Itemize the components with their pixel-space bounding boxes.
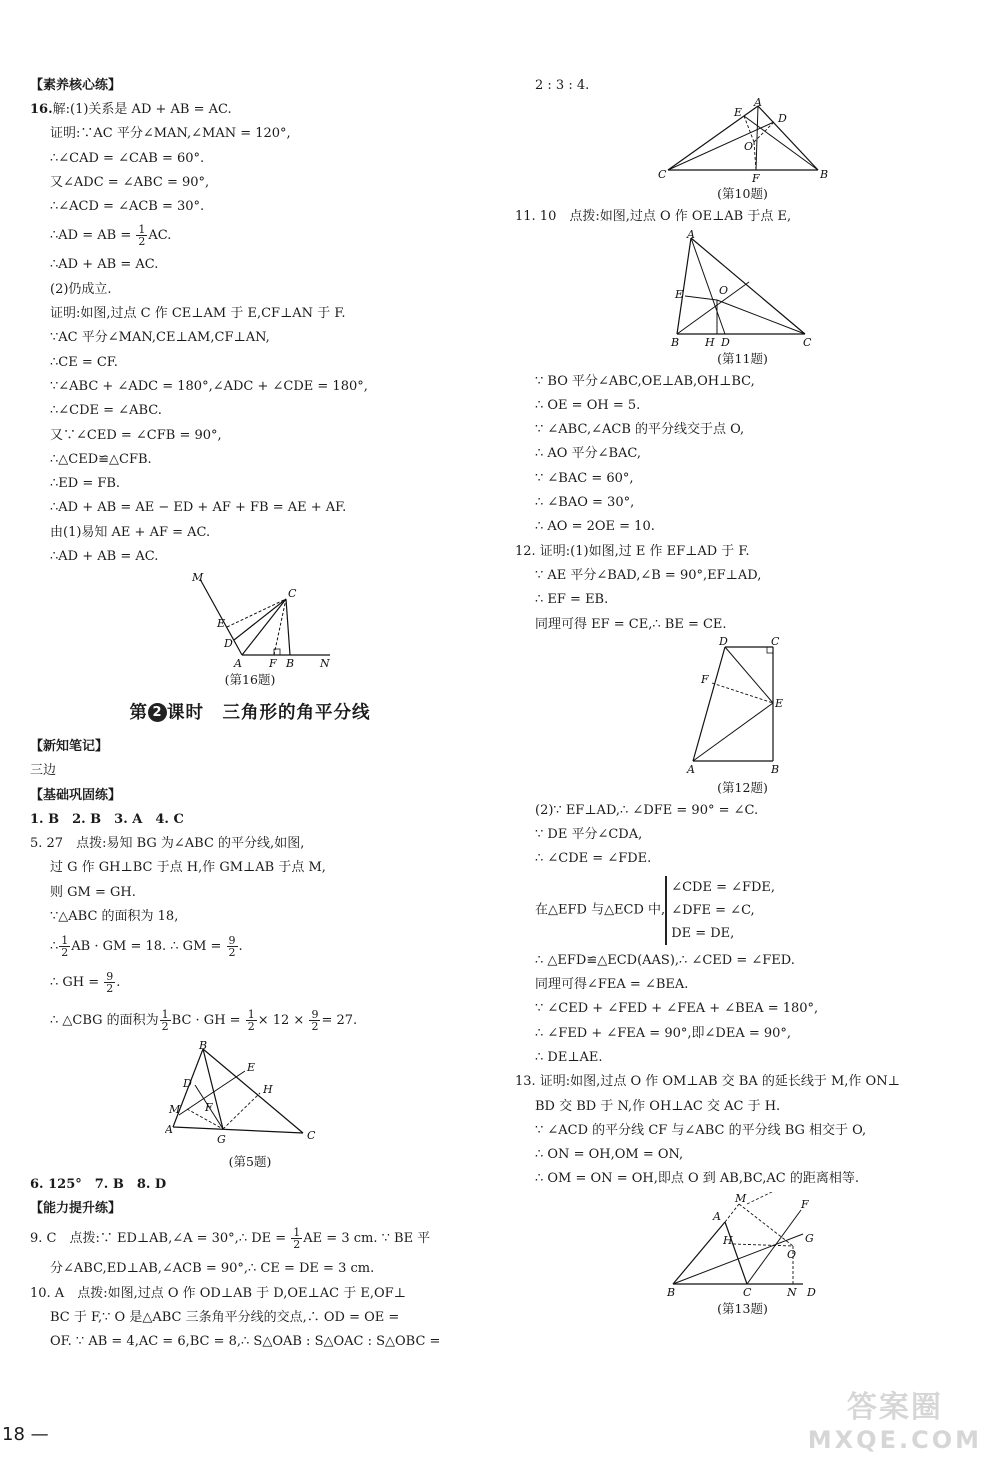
question-16: [30, 98, 470, 691]
q10-line: OF. ∵ AB = 4,AC = 6,BC = 8,∴ S△OAB : S△OAC : S△OBC =: [50, 1334, 441, 1350]
left-column: [30, 74, 470, 1355]
svg-text:B: B: [670, 335, 679, 348]
q16-line: ∴AD + AB = AE − ED + AF + FB = AE + AF.: [50, 500, 347, 516]
svg-text:D: D: [720, 335, 730, 348]
figure-5: [165, 1041, 335, 1151]
svg-text:C: C: [742, 1285, 751, 1298]
svg-text:D: D: [777, 112, 787, 126]
svg-text:D: D: [224, 637, 233, 651]
svg-text:H: H: [263, 1083, 273, 1097]
section-new-notes: 【新知笔记】: [30, 739, 109, 755]
figure-13: [653, 1192, 833, 1298]
svg-text:O: O: [718, 283, 728, 297]
svg-text:E: E: [774, 696, 783, 710]
q16-number: 16.: [30, 102, 53, 117]
svg-text:A: A: [686, 229, 695, 241]
q16-line: ∴ED = FB.: [50, 476, 121, 492]
svg-text:F: F: [205, 1101, 213, 1115]
figure-10: [648, 98, 838, 183]
q16-line: (2)仍成立.: [50, 281, 112, 297]
figure-16: [150, 569, 350, 669]
svg-text:M: M: [169, 1103, 181, 1117]
figure-12: [683, 637, 803, 777]
q16-line-fraction: ∴AD = AB = $\frac{1}{2}$ AC.: [50, 223, 172, 249]
q12-line: ∴ ∠CDE = ∠FDE.: [535, 851, 652, 867]
q16-line: 证明:如图,过点 C 作 CE⊥AM 于 E,CF⊥AN 于 F.: [50, 306, 346, 322]
q16-line: 证明:∵AC 平分∠MAN,∠MAN = 120°,: [50, 126, 291, 142]
q11-line: ∵ ∠BAC = 60°,: [535, 470, 634, 486]
q12-line: ∵ ∠CED + ∠FED + ∠FEA + ∠BEA = 180°,: [535, 1001, 819, 1017]
svg-text:B: B: [770, 762, 779, 776]
q11-line: ∵ BO 平分∠ABC,OE⊥AB,OH⊥BC,: [535, 373, 755, 389]
svg-text:M: M: [192, 571, 204, 585]
svg-text:B: B: [819, 168, 828, 182]
answers-1-4: 1. B 2. B 3. A 4. C: [30, 811, 184, 827]
q16-line: ∴AD + AB = AC.: [50, 257, 159, 273]
q13-head: 13. 证明:如图,过点 O 作 OM⊥AB 交 BA 的延长线于 M,作 ON⊥: [515, 1074, 900, 1090]
q12-line: ∵ AE 平分∠BAD,∠B = 90°,EF⊥AD,: [535, 567, 762, 583]
svg-text:O: O: [786, 1247, 796, 1261]
section-basic-practice: 【基础巩固练】: [30, 787, 122, 803]
q16-line: 又∠ADC = ∠ABC = 90°,: [50, 174, 210, 190]
figure-12-caption: (第12题): [717, 779, 768, 795]
q11-head: 11. 10 点拨:如图,过点 O 作 OE⊥AB 于点 E,: [515, 209, 792, 225]
svg-text:A: A: [712, 1209, 721, 1223]
svg-text:B: B: [199, 1041, 208, 1053]
q12-system: 在△EFD 与△ECD 中, ∠CDE = ∠FDE, ∠DFE = ∠C, DE = DE,: [515, 876, 970, 945]
svg-text:A: A: [165, 1123, 173, 1137]
svg-text:C: C: [288, 587, 297, 601]
q16-line: 又∵∠CED = ∠CFB = 90°,: [50, 427, 222, 443]
q12-line: 同理可得∠FEA = ∠BEA.: [535, 977, 689, 993]
svg-text:C: C: [770, 636, 779, 648]
q12-line: ∴ △EFD≌△ECD(AAS),∴ ∠CED = ∠FED.: [535, 952, 795, 968]
figure-16-caption: (第16题): [224, 672, 276, 688]
svg-text:G: G: [217, 1133, 226, 1147]
q5-line-fraction: ∴ $\frac{1}{2}$ AB · GM = 18. ∴ GM = $\frac{9}{2}$ .: [50, 934, 243, 960]
svg-text:F: F: [700, 672, 709, 686]
figure-10-caption: (第10题): [717, 186, 768, 202]
q5-line-fraction: ∴ GH = $\frac{9}{2}$ .: [50, 970, 121, 996]
q16-line: ∴∠ACD = ∠ACB = 30°.: [50, 199, 205, 215]
svg-text:A: A: [234, 657, 242, 670]
svg-text:A: A: [753, 98, 762, 110]
q10-end: 2 : 3 : 4.: [535, 78, 590, 93]
figure-5-caption: (第5题): [228, 1154, 272, 1170]
svg-text:N: N: [320, 657, 330, 670]
q12-line: ∴ ∠FED + ∠FEA = 90°,即∠DEA = 90°,: [535, 1025, 792, 1041]
q13-line: ∴ OM = ON = OH,即点 O 到 AB,BC,AC 的距离相等.: [535, 1171, 859, 1187]
q10-line: 10. A 点拨:如图,过点 O 作 OD⊥AB 于 D,OE⊥AC 于 E,OF⊥: [30, 1285, 406, 1301]
q16-line: ∴CE = CF.: [50, 354, 118, 370]
svg-text:G: G: [804, 1231, 814, 1245]
q12-line: ∴ EF = EB.: [535, 592, 609, 608]
q16-line: ∵∠ABC + ∠ADC = 180°,∠ADC + ∠CDE = 180°,: [50, 378, 368, 394]
lesson-number: 2: [148, 703, 167, 722]
question-5: [30, 832, 470, 1173]
q16-line: ∴∠CAD = ∠CAB = 60°.: [50, 150, 205, 166]
q13-line: BD 交 BD 于 N,作 OH⊥AC 交 AC 于 H.: [535, 1098, 781, 1114]
svg-text:D: D: [718, 636, 728, 648]
question-9: [30, 1221, 470, 1281]
section-core-practice: 【素养核心练】: [30, 78, 122, 93]
q11-line: ∴ OE = OH = 5.: [535, 397, 641, 413]
svg-text:E: E: [217, 617, 226, 631]
page-number: 18 —: [2, 1424, 49, 1445]
q11-line: ∴ ∠BAO = 30°,: [535, 495, 635, 511]
q13-line: ∴ ON = OH,OM = ON,: [535, 1147, 684, 1163]
q11-line: ∴ AO 平分∠BAC,: [535, 446, 642, 462]
q5-line: 5. 27 点拨:易知 BG 为∠ABC 的平分线,如图,: [30, 835, 305, 851]
q16-line: ∴∠CDE = ∠ABC.: [50, 403, 162, 419]
q12-line: 同理可得 EF = CE,∴ BE = CE.: [535, 616, 727, 632]
question-10: [30, 1282, 470, 1355]
svg-text:M: M: [734, 1191, 746, 1205]
svg-text:N: N: [786, 1285, 797, 1298]
figure-11-caption: (第11题): [717, 350, 768, 366]
q11-line: ∵ ∠ABC,∠ACB 的平分线交于点 O,: [535, 422, 745, 438]
q5-line-fraction: ∴ △CBG 的面积为 $\frac{1}{2}$ BC · GH = $\frac{1}{2}$ × 12 × $\frac{9}{2}$ = 27.: [50, 1008, 358, 1034]
q9-line-fraction: 9. C 点拨:∵ ED⊥AB,∠A = 30°,∴ DE = $\frac{1}{2}$ AE = 3 cm. ∵ BE 平: [30, 1226, 431, 1252]
svg-text:D: D: [183, 1077, 192, 1091]
svg-text:F: F: [800, 1197, 809, 1211]
svg-text:E: E: [247, 1061, 256, 1075]
svg-text:A: A: [686, 762, 695, 776]
svg-text:E: E: [674, 287, 683, 301]
q5-line: 过 G 作 GH⊥BC 于点 H,作 GM⊥AB 于点 M,: [50, 860, 326, 876]
q13-line: ∵ ∠ACD 的平分线 CF 与∠ABC 的平分线 BG 相交于 O,: [535, 1122, 867, 1138]
answers-6-8: 6. 125° 7. B 8. D: [30, 1177, 167, 1193]
q5-line: 则 GM = GH.: [50, 884, 136, 900]
q5-line: ∵△ABC 的面积为 18,: [50, 908, 179, 924]
section-ability-practice: 【能力提升练】: [30, 1201, 122, 1217]
svg-text:O: O: [743, 140, 753, 154]
new-notes-answer: 三边: [30, 763, 57, 779]
right-column: [515, 74, 970, 1320]
svg-text:D: D: [806, 1285, 816, 1298]
lesson-title: 第 2 课时 三角形的角平分线: [129, 703, 371, 724]
q11-line: ∴ AO = 2OE = 10.: [535, 519, 655, 535]
svg-text:F: F: [751, 172, 760, 184]
svg-text:H: H: [722, 1233, 733, 1247]
q16-line: 解:(1)关系是 AD + AB = AC.: [52, 102, 232, 117]
q16-line: ∴AD + AB = AC.: [50, 549, 159, 565]
figure-13-caption: (第13题): [717, 1300, 768, 1316]
q9-line: 分∠ABC,ED⊥AB,∠ACB = 90°,∴ CE = DE = 3 cm.: [50, 1261, 375, 1277]
svg-text:C: C: [802, 335, 811, 348]
watermark: 答案圈 MXQE.COM: [807, 1390, 982, 1454]
q10-line: BC 于 F,∵ O 是△ABC 三条角平分线的交点,∴ OD = OE =: [50, 1310, 400, 1326]
svg-text:B: B: [286, 657, 295, 670]
q12-line: ∴ DE⊥AE.: [535, 1049, 603, 1065]
q12-line: ∵ DE 平分∠CDA,: [535, 827, 643, 843]
q16-line: 由(1)易知 AE + AF = AC.: [50, 524, 211, 540]
svg-text:C: C: [657, 168, 666, 182]
svg-text:E: E: [733, 106, 742, 120]
q16-line: ∵AC 平分∠MAN,CE⊥AM,CF⊥AN,: [50, 330, 270, 346]
svg-text:H: H: [704, 335, 715, 348]
q16-line: ∴△CED≌△CFB.: [50, 451, 152, 467]
q12-head: 12. 证明:(1)如图,过 E 作 EF⊥AD 于 F.: [515, 543, 750, 559]
q12-line: (2)∵ EF⊥AD,∴ ∠DFE = 90° = ∠C.: [535, 802, 759, 818]
figure-11: [663, 230, 823, 348]
svg-text:F: F: [269, 657, 277, 670]
svg-text:C: C: [307, 1129, 316, 1143]
svg-text:B: B: [666, 1285, 675, 1298]
